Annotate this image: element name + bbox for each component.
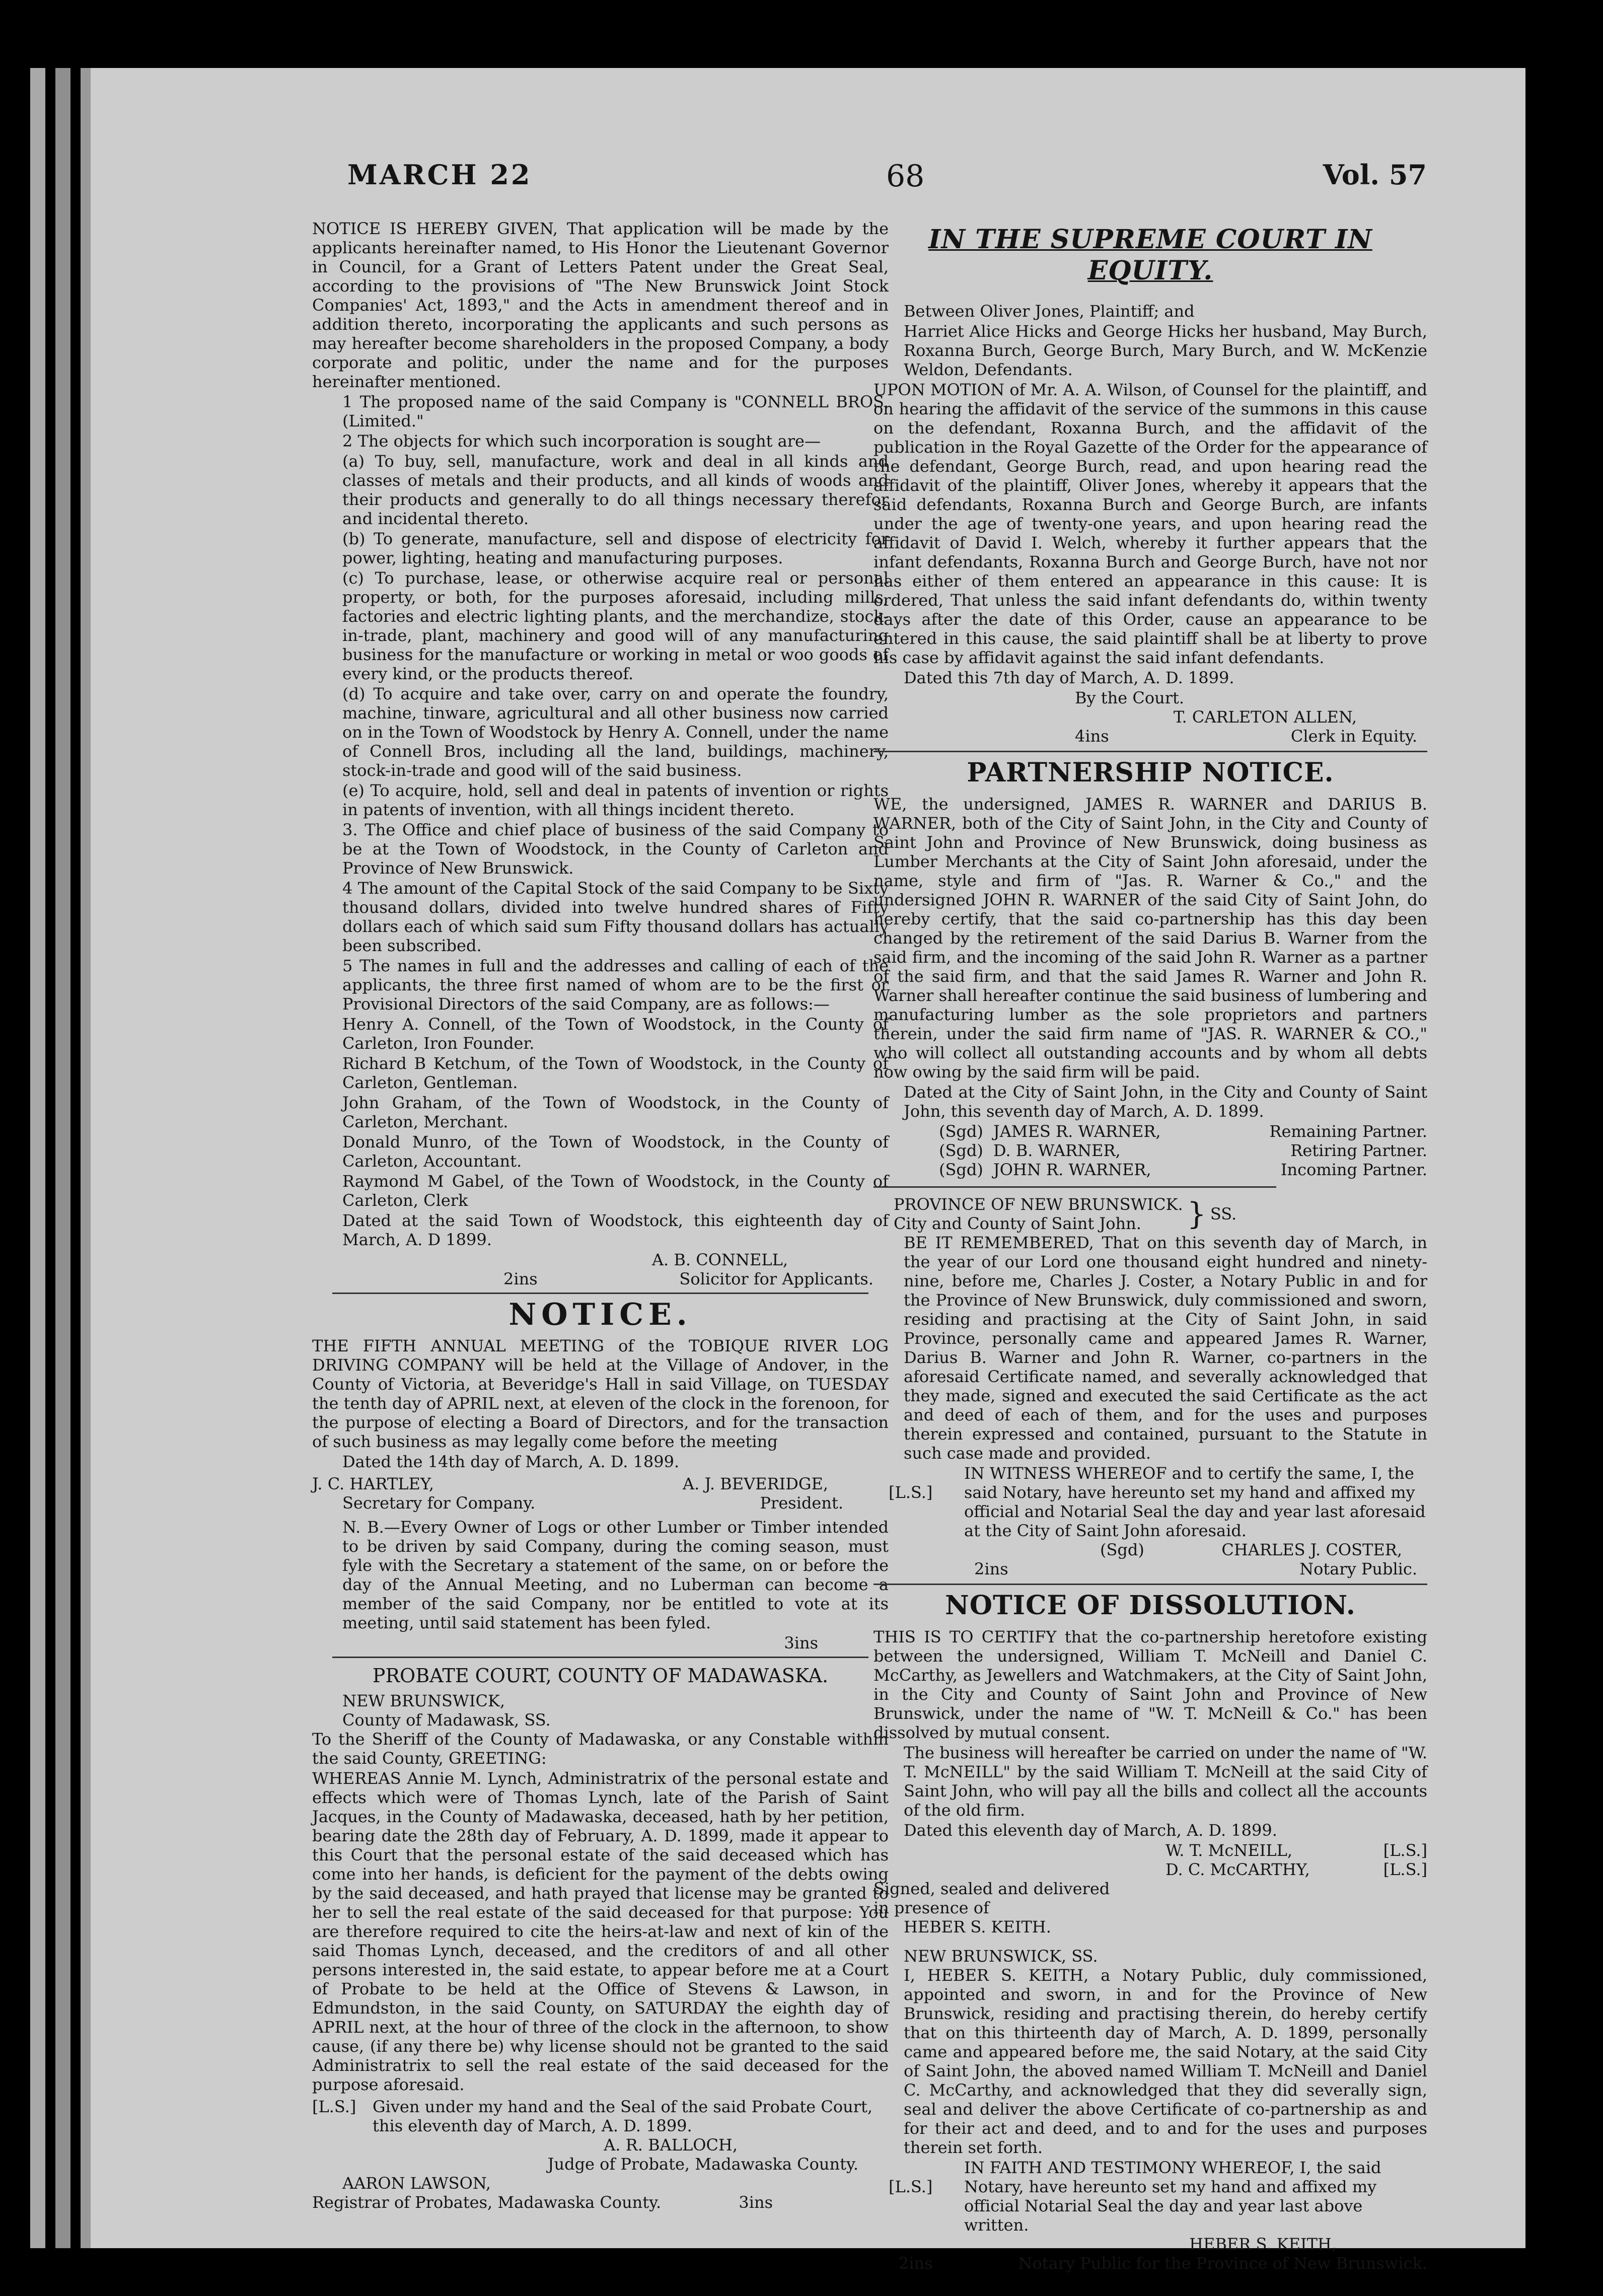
divider — [873, 1584, 1427, 1585]
paragraph: The business will hereafter be carried on under the name of "W. T. McNEILL" by the said William T. McNeill at the said City of Saint John, who will pay all the bills and collect all the accounts of the old firm. — [904, 1743, 1427, 1820]
seal-mark: [L.S.] — [1383, 1860, 1427, 1879]
paragraph: BE IT REMEMBERED, That on this seventh day of March, in the year of our Lord one thousand eight hundred and ninety-nine, before me, Charles J. Coster, a Notary Public in and for the Province of New Brunswick, duly commissioned and sworn, residing and practising at the City of Saint John, in said Province, personally came and appeared James R. Warner, Darius B. Warner and John R. Warner, co-partners in the aforesaid Certificate named, and severally acknowledged that they made, signed and executed the said Certificate as the act and deed of each of them, and for the uses and purposes therein expressed and contained, pursuant to the Statute in such case made and provided. — [904, 1233, 1427, 1463]
dated-line: Dated this 7th day of March, A. D. 1899. — [904, 668, 1234, 687]
signature-row — [1165, 1841, 1427, 1860]
witness-name: HEBER S. KEITH. — [904, 1917, 1051, 1936]
paragraph: WHEREAS Annie M. Lynch, Administratrix of the personal estate and effects which were of Thomas Lynch, late of the Parish of Saint Jacques, in the County of Madawaska, deceased, hath by her petition, bearing date the 28th day of February, A. D. 1899, made it appear to this Court that the personal estate of the said deceased which has come into her hands, is deficient for the payment of the debts owing by the said deceased, and hath prayed that license may be granted to her to sell the real estate of the said deceased for that purpose: You are therefore required to cite the heirs-at-law and next of kin of the said Thomas Lynch, deceased, and the creditors of and all other persons interested in, the said estate, to appear before me at a Court of Probate to be held at the Office of Stevens & Lawson, in Edmundston, in the said County, on SATURDAY the eighth day of APRIL next, at the hour of three of the clock in the afternoon, to show cause, (if any there be) why license should not be granted to the said Administratrix to sell the real estate of the said deceased for the purpose aforesaid. — [312, 1769, 889, 2094]
applicant: John Graham, of the Town of Woodstock, in the County of Carleton, Merchant. — [342, 1093, 889, 1131]
applicant: Henry A. Connell, of the Town of Woodstock, in the County of Carleton, Iron Founder. — [342, 1015, 889, 1053]
province-line: PROVINCE OF NEW BRUNSWICK. — [894, 1195, 1183, 1214]
applicant: Donald Munro, of the Town of Woodstock, in the County of Carleton, Accountant. — [342, 1132, 889, 1171]
province-line: City and County of Saint John. — [894, 1214, 1141, 1233]
insertion-count: 3ins — [784, 1633, 818, 1653]
header-page-number: 68 — [886, 159, 925, 194]
signature-title: Secretary for Company. — [342, 1493, 536, 1513]
paragraph: (e) To acquire, hold, sell and deal in patents of invention or rights in patents of invention, with all things incident thereto. — [342, 781, 889, 819]
divider — [873, 751, 1427, 752]
sgd-mark: (Sgd) — [939, 1141, 983, 1160]
signature-row — [939, 1160, 1427, 1179]
partnership-notice: PARTNERSHIP NOTICE. WE, the undersigned, JAMES R. WARNER and DARIUS B. WARNER, both of the City of Saint John, in the City and County of Saint John and Province of New Brunswick, doing business as Lumber Merchants at the City of Saint John aforesaid, under the name, style and firm of "Jas. R. Warner & Co.," and the undersigned JOHN R. WARNER of the said City of Saint John, do hereby certify, that the said co-partnership has this day been changed by the retirement of the said Darius B. Warner from the said firm, and the incoming of the said John R. Warner as a partner of the said firm, and that the said James R. Warner and John R. Warner shall hereafter continue the said business of lumbering and manufacturing lumber as the sole proprietors and partners therein, under the said firm name of "JAS. R. WARNER & CO.," who will collect all outstanding accounts and by whom all debts now owing by the said firm will be paid. Dated at the City of Saint John, in the City and County of Saint John, this seventh day of March, A. D. 1899. (Sgd) JAMES R. WARNER, Remaining Partner. (Sgd) D. B. WARNER, Retiring Partner. (Sgd) JOHN R. WARNER, Incoming Partner. PROVINCE OF NEW BRUNSWICK. City and County of Saint John. } SS. BE IT REMEMBERED, That on this seventh day of March, in the year of our Lord one thousand eight hundred and ninety-nine, before me, Charles J. Coster, a Notary Public in and for the Province of New Brunswick, duly commissioned and sworn, residing and practising at the City of Saint John, in said Province, personally came and appeared James R. Warner, Darius B. Warner and John R. Warner, co-partners in the aforesaid Certificate named, and severally acknowledged that they made, signed and executed the said Certificate as the act and deed of each of them, and for the uses and purposes therein expressed and contained, pursuant to the Statute in such case made and provided. [L.S.] IN WITNESS WHEREOF and to certify the same, I, the said Notary, have hereunto set my hand and affixed my official and Notarial Seal the day and year last aforesaid at the City of Saint John aforesaid. (Sgd) CHARLES J. COSTER, 2ins Notary Public. — [873, 757, 1427, 1578]
signed-in-presence: Signed, sealed and delivered in presence of — [873, 1879, 1110, 1917]
province-line: County of Madawask, SS. — [342, 1710, 551, 1730]
signature-name: J. C. HARTLEY, — [312, 1474, 434, 1493]
paragraph: 3. The Office and chief place of business of the said Company to be at the Town of Woodstock, in the County of Carleton and Province of New Brunswick. — [342, 820, 889, 878]
probate-notice — [312, 1666, 889, 2212]
page-edge — [55, 68, 70, 2248]
signature-name: D. B. WARNER, — [993, 1141, 1121, 1160]
sgd-mark: (Sgd) — [1100, 1540, 1144, 1559]
insertion-count: 2ins — [503, 1269, 538, 1288]
paragraph: 1 The proposed name of the said Company is "CONNELL BROS. (Limited." — [342, 392, 889, 430]
signature-name: A. R. BALLOCH, — [604, 2135, 738, 2155]
signature-name: CHARLES J. COSTER, — [1221, 1540, 1402, 1559]
notice-title: IN THE SUPREME COURT IN EQUITY. — [928, 224, 1372, 286]
signature-name: W. T. McNEILL, — [1165, 1841, 1292, 1860]
paragraph: (a) To buy, sell, manufacture, work and deal in all kinds and classes of metals and their products, and all kinds of woods and their products and generally to do all things necessary therefor and incidental thereto. — [342, 452, 889, 528]
sgd-mark: (Sgd) — [939, 1122, 983, 1141]
notice-title: PARTNERSHIP NOTICE. — [967, 757, 1334, 788]
seal-mark: [L.S.] — [312, 2097, 356, 2116]
sgd-mark: (Sgd) — [939, 1160, 983, 1179]
dated-line: Dated this eleventh day of March, A. D. 1899. — [904, 1821, 1277, 1840]
divider — [332, 1657, 868, 1658]
dissolution-notice — [873, 1590, 1427, 2273]
notice-title: NOTICE. — [508, 1297, 692, 1332]
dissolution-signatures — [873, 1841, 1427, 1879]
paragraph: (d) To acquire and take over, carry on and operate the foundry, machine, tinware, agricultural and all other business now carried on in the Town of Woodstock by Henry A. Connell, under the name of Connell Bros, including all the land, buildings, machinery, stock-in-trade and good will of the said business. — [342, 684, 889, 780]
insertion-count: 3ins — [739, 2193, 773, 2212]
partner-signatures — [873, 1122, 1427, 1179]
header-date: MARCH 22 — [347, 159, 532, 191]
divider — [332, 1293, 868, 1294]
paragraph: 4 The amount of the Capital Stock of the said Company to be Sixty thousand dollars, divided into twelve hundred shares of Fifty dollars each of which said sum Fifty thousand dollars has actually been subscribed. — [342, 879, 889, 955]
paragraph: 5 The names in full and the addresses and calling of each of the applicants, the three first named of whom are to be the first or Provisional Directors of the said Company, are as follows:— — [342, 956, 889, 1014]
paragraph: Between Oliver Jones, Plaintiff; and — [904, 302, 1195, 321]
paragraph: IN WITNESS WHEREOF and to certify the same, I, the said Notary, have hereunto set my hand and affixed my official and Notarial Seal the day and year last aforesaid at the City of Saint John aforesaid. — [964, 1464, 1426, 1540]
signature-name: A. B. CONNELL, — [651, 1250, 788, 1269]
signature-name: JAMES R. WARNER, — [993, 1122, 1161, 1141]
seal-mark: [L.S.] — [889, 2177, 933, 2196]
dated-line: Dated at the City of Saint John, in the City and County of Saint John, this seventh day of March, A. D. 1899. — [904, 1083, 1427, 1121]
divider — [873, 1186, 1276, 1188]
signature-name: T. CARLETON ALLEN, — [1173, 707, 1357, 727]
signature-name: JOHN R. WARNER, — [993, 1160, 1151, 1179]
dated-line: Dated at the said Town of Woodstock, this eighteenth day of March, A. D 1899. — [342, 1211, 889, 1249]
header-volume: Vol. 57 — [1323, 159, 1427, 191]
applicant: Raymond M Gabel, of the Town of Woodstock, in the County of Carleton, Clerk — [342, 1172, 889, 1210]
signature-title: Registrar of Probates, Madawaska County. — [312, 2193, 662, 2212]
signature-title: Notary Public. — [1299, 1559, 1417, 1578]
paragraph: I, HEBER S. KEITH, a Notary Public, duly commissioned, appointed and sworn, in and for the Province of New Brunswick, residing and practising therein, do hereby certify that on this thirteenth day of March, A. D. 1899, personally came and appeared before me, the said Notary, at the said City of Saint John, the aboved named William T. McNeill and Daniel C. McCarthy, and acknowledged that they did severally sign, seal and deliver the above Certificate of co-partnership as and for their act and deed, and to and for the uses and purposes therein set forth. — [904, 1966, 1427, 2157]
signature-title: President. — [760, 1493, 843, 1513]
page-edge — [30, 68, 45, 2248]
left-column — [312, 219, 889, 2212]
paragraph: To the Sheriff of the County of Madawaska, or any Constable within the said County, GREETING: — [312, 1730, 889, 1768]
province-line: NEW BRUNSWICK, SS. — [904, 1947, 1098, 1966]
insertion-count: 2ins — [899, 2254, 933, 2273]
paragraph: (c) To purchase, lease, or otherwise acquire real or personal property, or both, for the purposes aforesaid, including mills, factories and electric lighting plants, and the merchandize, stock-in-trade, plant, machinery and good will of any manufacturing business for the manufacture or working in metal or woo goods of every kind, or the products thereof. — [342, 568, 889, 683]
seal-mark: [L.S.] — [1383, 1841, 1427, 1860]
insertion-count: 4ins — [1075, 727, 1109, 746]
equity-notice — [873, 224, 1427, 746]
signature-title: Retiring Partner. — [1290, 1141, 1427, 1160]
signature-title: Solicitor for Applicants. — [679, 1269, 873, 1288]
dated-line: Dated the 14th day of March, A. D. 1899. — [342, 1452, 680, 1471]
signature-name: AARON LAWSON, — [342, 2174, 491, 2193]
signature-title: Judge of Probate, Madawaska County. — [547, 2155, 858, 2174]
signature-name: A. J. BEVERIDGE, — [683, 1474, 828, 1493]
signature-title: Clerk in Equity. — [1290, 727, 1417, 746]
paragraph: UPON MOTION of Mr. A. A. Wilson, of Counsel for the plaintiff, and on hearing the affidavit of the service of the summons in this cause on the defendant, Roxanna Burch, and the affidavit of the publication in the Royal Gazette of the Order for the appearance of the defendant, George Burch, read, and upon hearing read the affidavit of the plaintiff, Oliver Jones, whereby it appears that the said defendants, Roxanna Burch and George Burch, are infants under the age of twenty-one years, and upon hearing read the affidavit of David I. Welch, whereby it further appears that the infant defendants, Roxanna Burch and George Burch, have not nor has either of them entered an appearance in this cause: It is ordered, That unless the said infant defendants do, within twenty days after the date of this Order, cause an appearance to be entered in this cause, the said plaintiff shall be at liberty to prove his case by affidavit against the said infant defendants. — [873, 380, 1427, 667]
page-header — [267, 159, 1437, 199]
paragraph: NOTICE IS HEREBY GIVEN, That application will be made by the applicants hereinafter named, to His Honor the Lieutenant Governor in Council, for a Grant of Letters Patent under the Great Seal, according to the provisions of "The New Brunswick Joint Stock Companies' Act, 1893," and the Acts in amendment thereof and in addition thereto, incorporating the applicants and such persons as may hereafter become shareholders in the proposed Company, a body corporate and politic, under the name and for the purposes hereinafter mentioned. — [312, 219, 889, 391]
log-driving-notice — [312, 1299, 889, 1653]
signature-title: Notary Public for the Province of New Brunswick. — [1018, 2254, 1427, 2273]
paragraph: Harriet Alice Hicks and George Hicks her husband, May Burch, Roxanna Burch, George Burch, Mary Burch, and W. McKenzie Weldon, Defendants. — [904, 322, 1427, 379]
paragraph: (b) To generate, manufacture, sell and dispose of electricity for power, lighting, heating and manufacturing purposes. — [342, 529, 889, 567]
insertion-count: 2ins — [974, 1559, 1008, 1578]
applicant: Richard B Ketchum, of the Town of Woodstock, in the County of Carleton, Gentleman. — [342, 1054, 889, 1092]
paragraph: N. B.—Every Owner of Logs or other Lumber or Timber intended to be driven by said Company, during the coming season, must fyle with the Secretary a statement of the same, on or before the day of the Annual Meeting, and no Luberman can become a member of the said Company, nor be entitled to vote at its meeting, until said statement has been fyled. — [342, 1518, 889, 1632]
signature-title: Incoming Partner. — [1280, 1160, 1427, 1179]
incorporation-notice — [312, 219, 889, 1288]
paragraph: THE FIFTH ANNUAL MEETING of the TOBIQUE RIVER LOG DRIVING COMPANY will be held at the Village of Andover, in the County of Victoria, at Beveridge's Hall in said Village, on TUESDAY the tenth day of APRIL next, at eleven of the clock in the forenoon, for the purpose of electing a Board of Directors, and for the transaction of such business as may legally come before the meeting — [312, 1336, 889, 1451]
paragraph: WE, the undersigned, JAMES R. WARNER and DARIUS B. WARNER, both of the City of Saint John, in the City and County of Saint John and Province of New Brunswick, doing business as Lumber Merchants at the City of Saint John aforesaid, under the name, style and firm of "Jas. R. Warner & Co.," and the undersigned JOHN R. WARNER of the said City of Saint John, do hereby certify, that the said co-partnership has this day been changed by the retirement of the said Darius B. Warner from the said firm, and the incoming of the said John R. Warner as a partner of the said firm, and that the said James R. Warner and John R. Warner shall hereafter continue the said business of lumbering and manufacturing lumber as the sole proprietors and partners therein, under the said firm name of "JAS. R. WARNER & CO.," who will collect all outstanding accounts and by whom all debts now owing by the said firm will be paid. — [873, 795, 1427, 1082]
signature-name: HEBER S. KEITH, — [1189, 2235, 1337, 2254]
signature-name: D. C. McCARTHY, — [1165, 1860, 1310, 1879]
by-court: By the Court. — [1075, 688, 1185, 707]
notice-title: PROBATE COURT, COUNTY OF MADAWASKA. — [372, 1665, 829, 1687]
right-column — [873, 219, 1427, 2273]
signature-row — [939, 1122, 1427, 1141]
paragraph: 2 The objects for which such incorporation is sought are— — [342, 432, 821, 451]
seal-mark: [L.S.] — [889, 1483, 933, 1502]
ss-mark: SS. — [1210, 1204, 1237, 1224]
paragraph: THIS IS TO CERTIFY that the co-partnership heretofore existing between the undersigned, William T. McNeill and Daniel C. McCarthy, as Jewellers and Watchmakers, at the City of Saint John, in the City and County of Saint John and Province of New Brunswick, under the name of "W. T. McNeill & Co." has been dissolved by mutual consent. — [873, 1627, 1427, 1742]
paragraph: IN FAITH AND TESTIMONY WHEREOF, I, the said Notary, have hereunto set my hand and affixed my official Notarial Seal the day and year last above written. — [964, 2158, 1381, 2235]
signature-title: Remaining Partner. — [1269, 1122, 1427, 1141]
paragraph: Given under my hand and the Seal of the said Probate Court, this eleventh day of March, A. D. 1899. — [373, 2097, 873, 2135]
signature-row — [1165, 1860, 1427, 1879]
notice-title: NOTICE OF DISSOLUTION. — [945, 1590, 1356, 1621]
signature-row — [939, 1141, 1427, 1160]
province-line: NEW BRUNSWICK, — [342, 1691, 505, 1710]
